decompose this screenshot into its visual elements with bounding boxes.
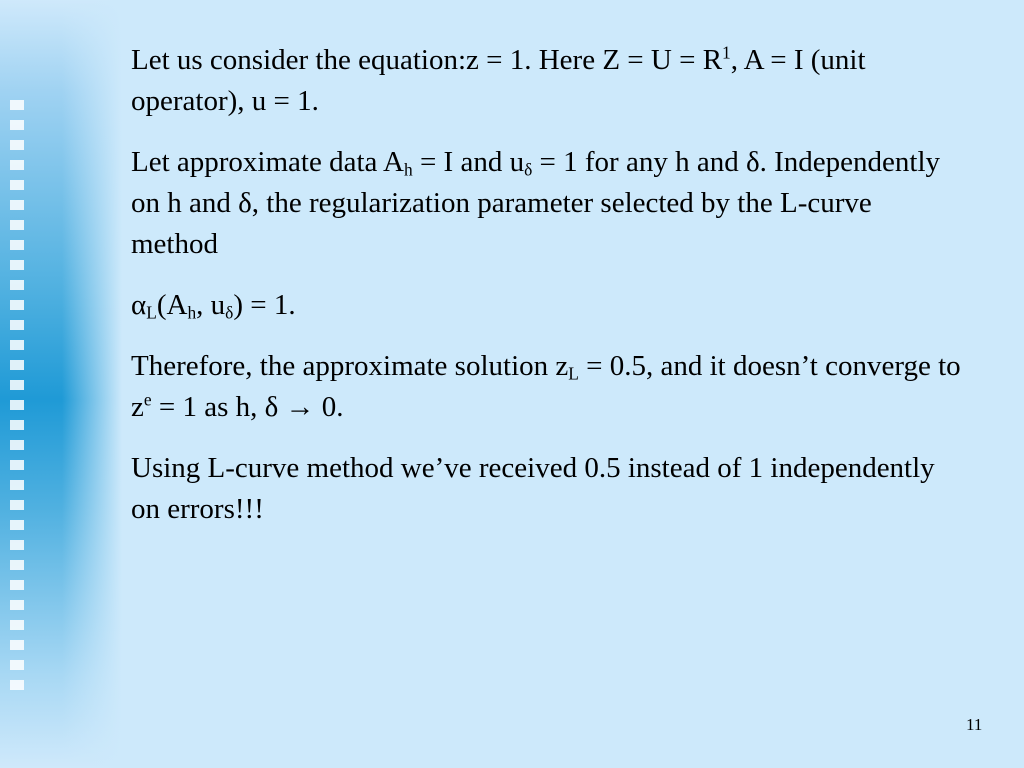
p4-text-a: Therefore, the approximate solution z	[131, 350, 569, 382]
p4-superscript-e: e	[143, 389, 152, 410]
p2-subscript-h: h	[403, 159, 413, 180]
paragraph-equation	[131, 40, 961, 122]
paragraph-alpha-formula	[131, 285, 961, 326]
p4-text-b: = 0.5, and it doesn’t converge to z	[131, 350, 961, 423]
slide-body	[131, 40, 961, 550]
paragraph-summary: Using L-curve method we’ve received 0.5 instead of 1 independently on errors!!!	[131, 452, 935, 525]
p4-subscript-L: L	[568, 363, 579, 384]
paragraph-conclusion	[131, 346, 961, 428]
p2-text-a: Let approximate data A	[131, 146, 404, 178]
p4-text-c: = 1 as h, δ → 0.	[151, 391, 344, 423]
paragraph-approximate-data	[131, 142, 961, 265]
p2-text-c: = 1 for any h and δ. Independently on h and δ, the regularization parameter selected by the L-curve method	[131, 146, 940, 260]
p1-superscript: 1	[722, 42, 731, 63]
p1-text-b: , A = I (unit operator), u = 1.	[131, 44, 866, 117]
p3-text-a: (A	[156, 289, 188, 321]
p2-subscript-delta: δ	[524, 159, 533, 180]
p2-text-b: = I and u	[412, 146, 525, 178]
p3-text-c: ) = 1.	[233, 289, 296, 321]
p3-alpha: α	[131, 289, 147, 321]
p3-subscript-L: L	[146, 302, 157, 323]
p1-text-a: Let us consider the equation:z = 1. Here Z = U = R	[131, 44, 723, 76]
p3-subscript-h: h	[187, 302, 197, 323]
p3-subscript-delta: δ	[225, 302, 234, 323]
page-number: 11	[966, 715, 983, 734]
decorative-square-column	[10, 100, 24, 690]
p3-text-b: , u	[196, 289, 226, 321]
